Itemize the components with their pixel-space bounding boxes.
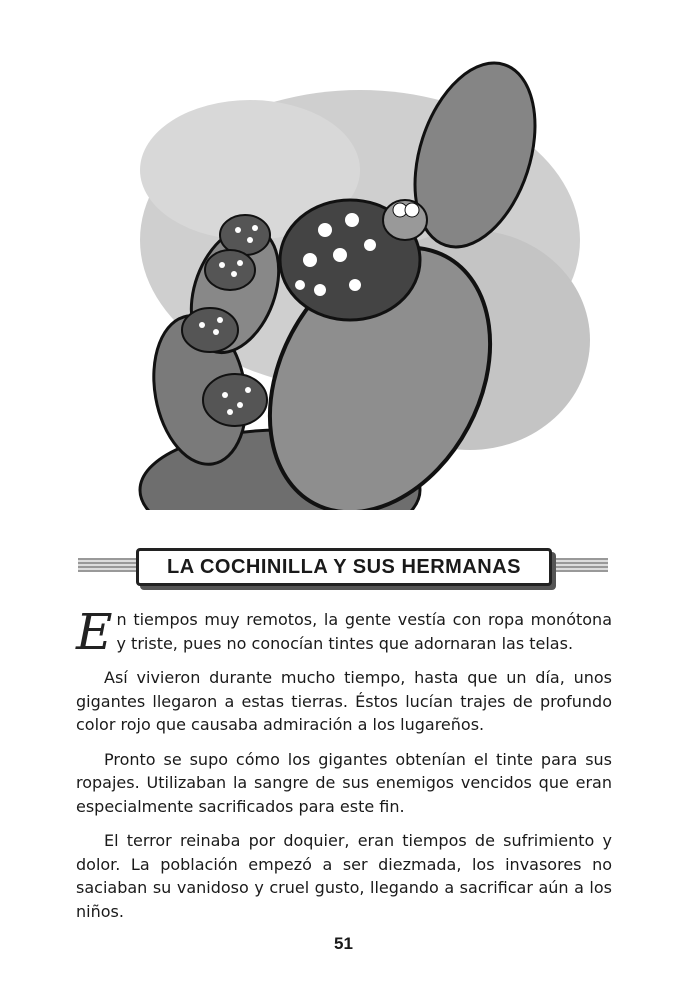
- paragraph: Pronto se supo cómo los gigantes obtenían el tinte para sus ropajes. Utilizaban la sangre de sus enemigos vencidos que eran especialmente sacrificados para este fin.: [76, 749, 612, 816]
- drop-cap: E: [76, 603, 113, 661]
- page-number: 51: [334, 934, 353, 953]
- paragraph-text: n tiempos muy remotos, la gente vestía con ropa monótona y triste, pues no conocían tintes que adornaran las telas.: [116, 610, 612, 653]
- story-title: LA COCHINILLA Y SUS HERMANAS: [136, 548, 552, 586]
- title-band: [78, 548, 608, 582]
- paragraph: El terror reinaba por doquier, eran tiempos de sufrimiento y dolor. La población empezó a ser diezmada, los invasores no saciaban su vanidoso y cruel gusto, llegando a sacrificar aún a los niños.: [76, 831, 612, 921]
- paragraph: Así vivieron durante mucho tiempo, hasta que un día, unos gigantes llegaron a estas tierras. Éstos lucían trajes de profundo color rojo que causaba admiración a los lugareños.: [76, 668, 612, 734]
- cochineal-cactus-illustration: [130, 60, 590, 510]
- story-text: [76, 603, 612, 934]
- paragraph: [76, 603, 612, 661]
